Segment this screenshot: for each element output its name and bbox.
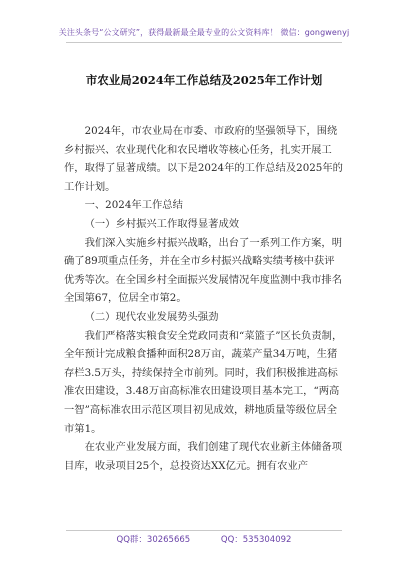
document-title: 市农业局2024年工作总结及2025年工作计划 — [85, 73, 323, 87]
footer-contact — [0, 533, 408, 545]
subsection-heading-1: （一）乡村振兴工作取得显著成效 — [84, 217, 240, 230]
subsection-heading-2: （二）现代农业发展势头强劲 — [84, 310, 219, 323]
footer-qq: QQ：535304092 — [220, 535, 292, 545]
document-body — [64, 122, 344, 475]
footer-divider — [66, 530, 342, 531]
subsection-paragraph-3: 在农业产业发展方面，我们创建了现代农业新主体储备项目库，收录项目25个，总投资达XX亿元。拥有农业产 — [64, 441, 343, 472]
footer-qq-group: QQ群：30265665 — [116, 535, 191, 545]
header-banner: 关注头条号“公文研究”，获得最新最全最专业的公文资料库！ 微信：gongwenyj — [58, 28, 350, 37]
header-divider — [66, 42, 342, 43]
subsection-paragraph-1: 我们深入实施乡村振兴战略，出台了一系列工作方案，明确了89项重点任务，并在全市乡村振兴战略实绩考核中获评优秀等次。在全国乡村全面振兴发展情况年度监测中我市排名全国第67，位居全市第2。 — [64, 236, 343, 305]
subsection-paragraph-2: 我们严格落实粮食安全党政同责和“菜篮子”区长负责制，全年预计完成粮食播种面积28万亩，蔬菜产量34万吨，生猪存栏3.5万头，持续保持全市前列。同时，我们积极推进高标准农田建设，3.48万亩高标准农田建设项目基本完工，“两高一智”高标准农田示范区项目初见成效，耕地质量等级位居全市第1。 — [64, 329, 343, 435]
section-heading: 一、2024年工作总结 — [84, 199, 183, 212]
intro-paragraph: 2024年，市农业局在市委、市政府的坚强领导下，围绕乡村振兴、农业现代化和农民增收等核心任务，扎实开展工作，取得了显著成绩。以下是2024年的工作总结及2025年的工作计划。 — [64, 125, 343, 193]
